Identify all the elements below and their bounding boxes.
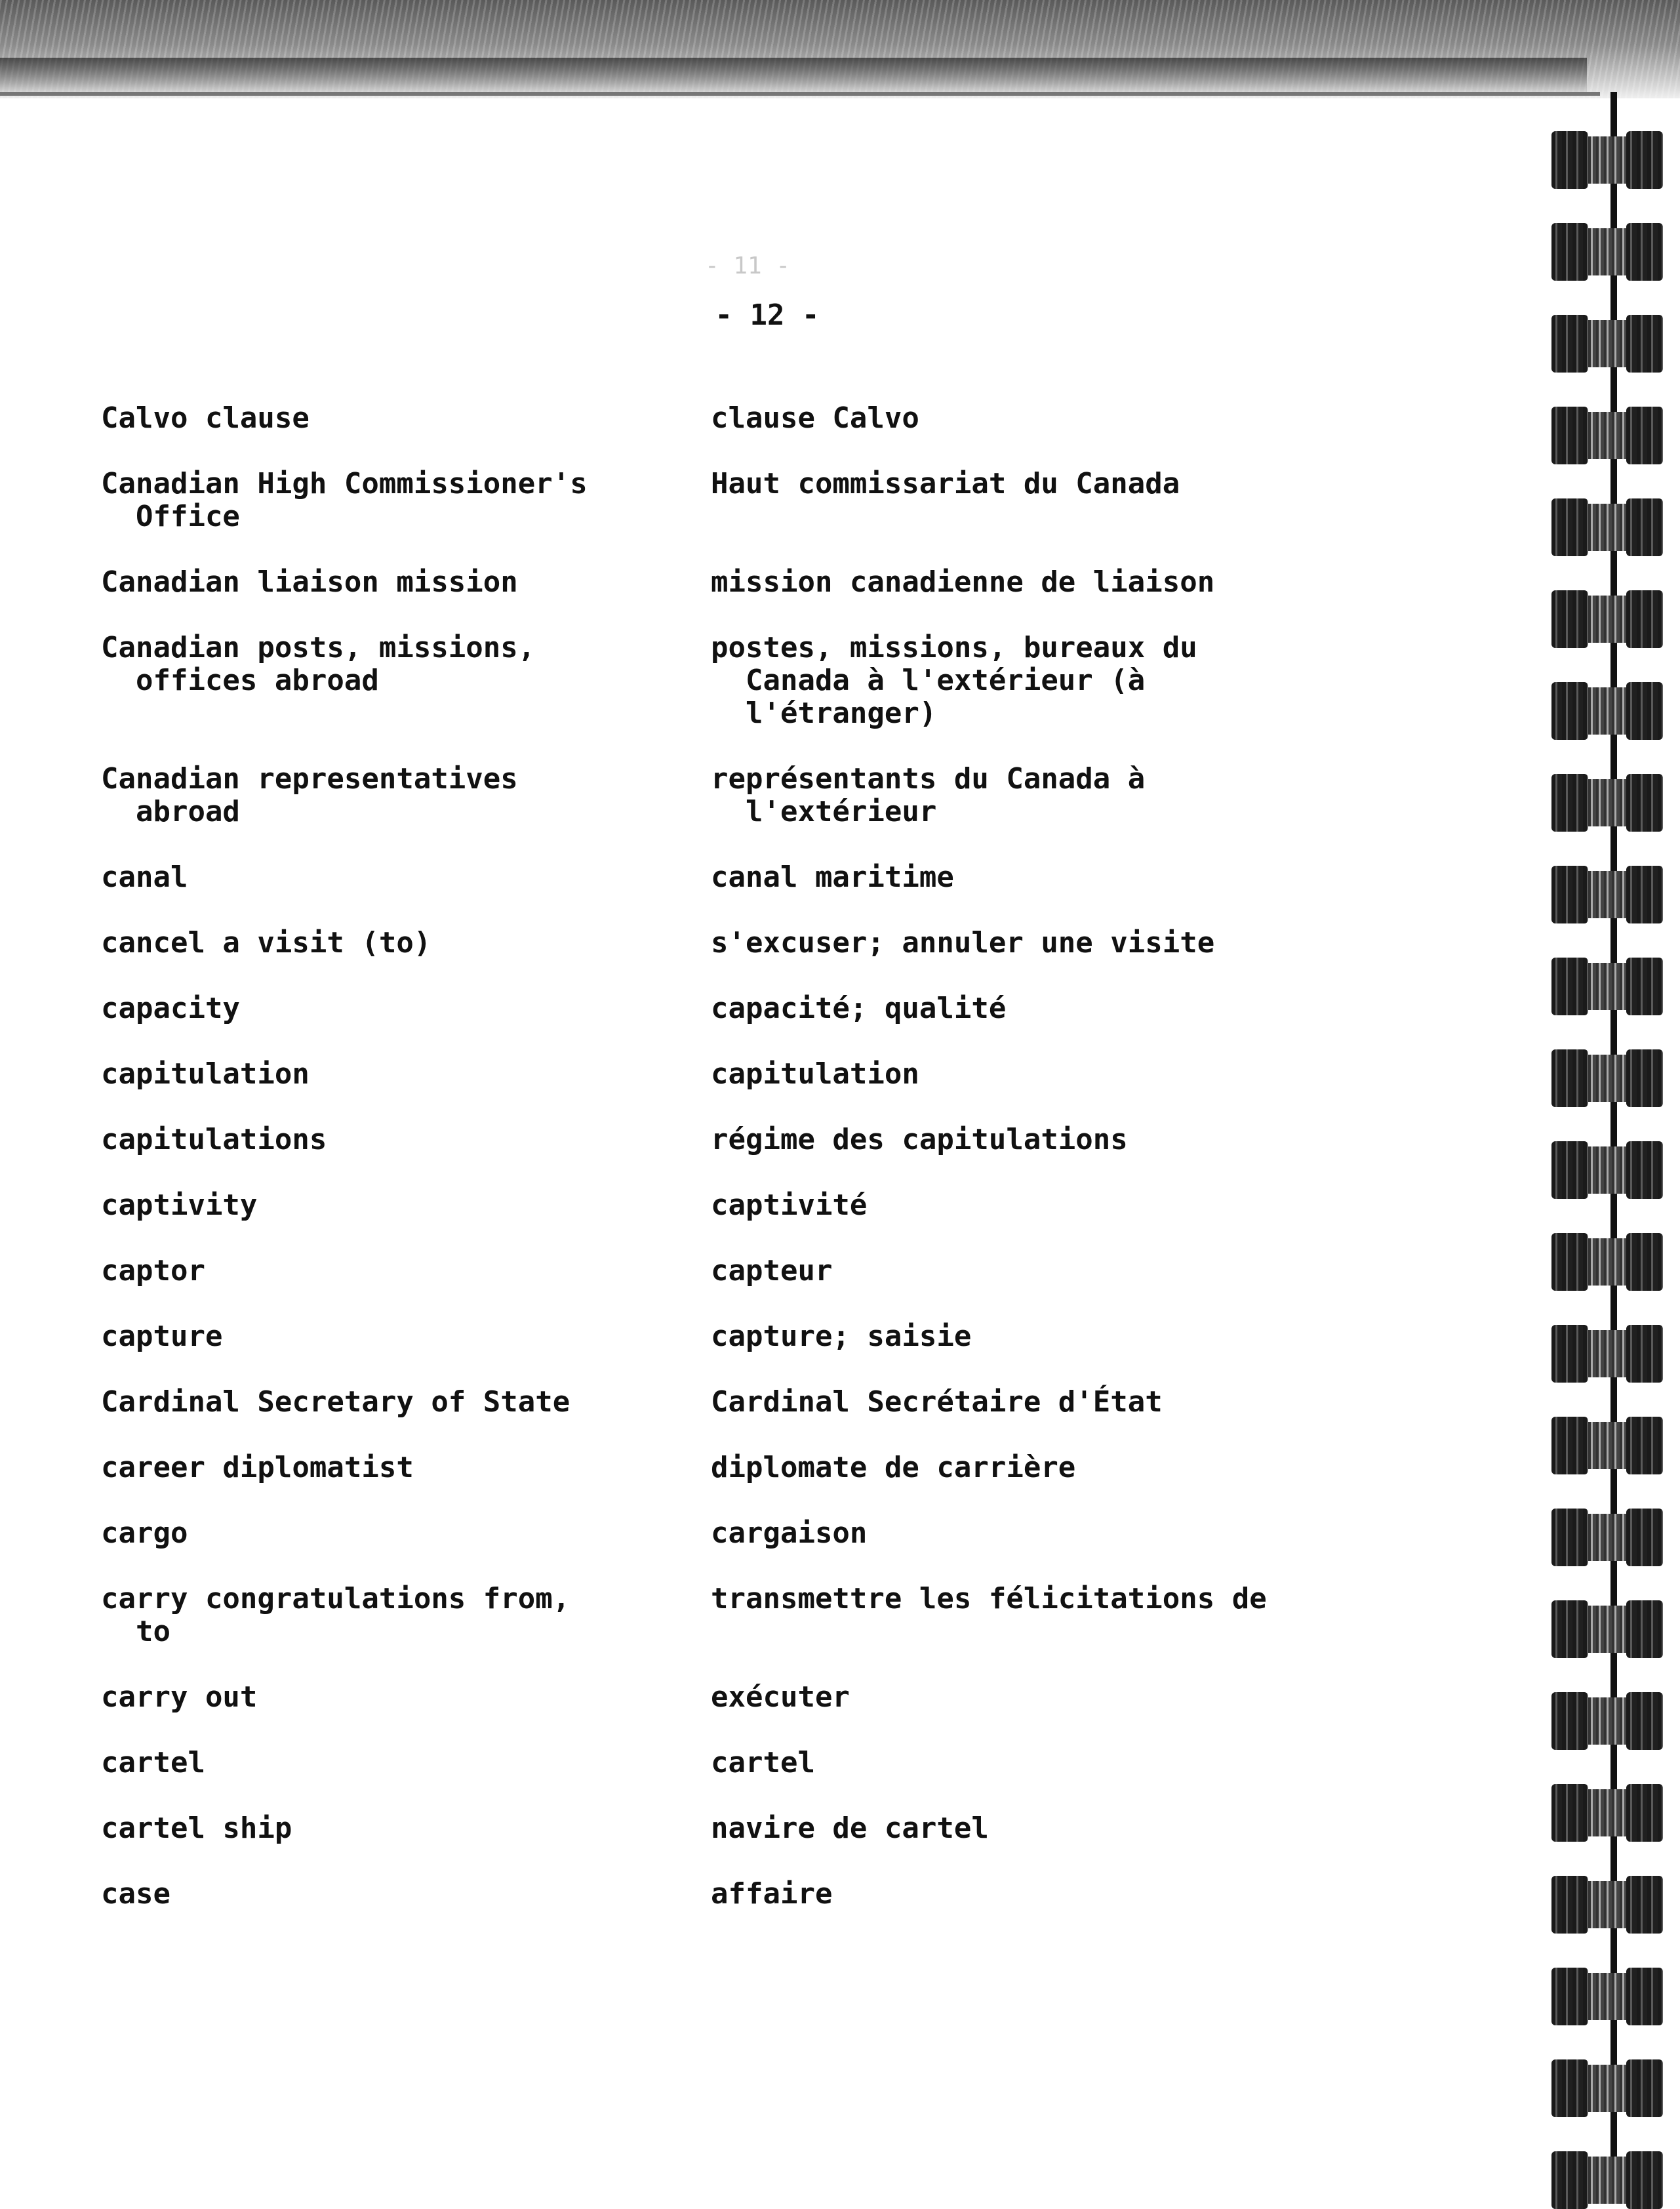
glossary-term-english: capitulation	[101, 1057, 310, 1091]
glossary-term-french: représentants du Canada à l'extérieur	[711, 762, 1146, 828]
glossary-term-french: affaire	[711, 1877, 833, 1911]
glossary-term-french: diplomate de carrière	[711, 1451, 1076, 1484]
glossary-term-english: cartel	[101, 1746, 205, 1779]
glossary-term-french: Cardinal Secrétaire d'État	[711, 1385, 1163, 1419]
glossary-term-english: career diplomatist	[101, 1451, 414, 1484]
glossary-term-english: capitulations	[101, 1123, 327, 1156]
glossary-term-french: navire de cartel	[711, 1812, 989, 1845]
glossary-term-english: cancel a visit (to)	[101, 926, 431, 960]
glossary-term-english: captor	[101, 1254, 205, 1287]
glossary-term-french: cargaison	[711, 1516, 868, 1550]
glossary-term-french: capteur	[711, 1254, 833, 1287]
glossary-term-english: Canadian High Commissioner's Office	[101, 467, 588, 533]
glossary-term-english: Cardinal Secretary of State	[101, 1385, 570, 1419]
glossary-term-french: s'excuser; annuler une visite	[711, 926, 1215, 960]
glossary-term-english: carry out	[101, 1680, 258, 1714]
glossary-term-english: case	[101, 1877, 170, 1911]
glossary-term-french: mission canadienne de liaison	[711, 565, 1215, 599]
glossary-term-english: captivity	[101, 1188, 258, 1222]
glossary-term-english: Canadian liaison mission	[101, 565, 518, 599]
glossary-term-french: transmettre les félicitations de	[711, 1582, 1267, 1615]
glossary-term-french: clause Calvo	[711, 401, 919, 435]
glossary-term-english: carry congratulations from, to	[101, 1582, 570, 1648]
glossary-term-french: capacité; qualité	[711, 992, 1007, 1025]
bleed-through-page-number: - 11 -	[704, 253, 791, 279]
glossary-term-french: canal maritime	[711, 861, 954, 894]
glossary-term-english: canal	[101, 861, 188, 894]
glossary-term-french: exécuter	[711, 1680, 850, 1714]
glossary-term-english: capture	[101, 1320, 223, 1353]
glossary-term-english: Calvo clause	[101, 401, 310, 435]
glossary-term-english: cargo	[101, 1516, 188, 1550]
glossary-term-french: captivité	[711, 1188, 868, 1222]
glossary-term-french: cartel	[711, 1746, 815, 1779]
glossary-term-french: postes, missions, bureaux du Canada à l'extérieur (à l'étranger)	[711, 631, 1197, 730]
glossary-term-english: capacity	[101, 992, 240, 1025]
glossary-term-french: régime des capitulations	[711, 1123, 1128, 1156]
glossary-term-english: Canadian posts, missions, offices abroad	[101, 631, 536, 697]
glossary-term-french: capitulation	[711, 1057, 919, 1091]
glossary-term-english: Canadian representatives abroad	[101, 762, 518, 828]
glossary-term-french: Haut commissariat du Canada	[711, 467, 1180, 500]
glossary-term-english: cartel ship	[101, 1812, 292, 1845]
page-number: - 12 -	[715, 298, 820, 332]
glossary-term-french: capture; saisie	[711, 1320, 972, 1353]
